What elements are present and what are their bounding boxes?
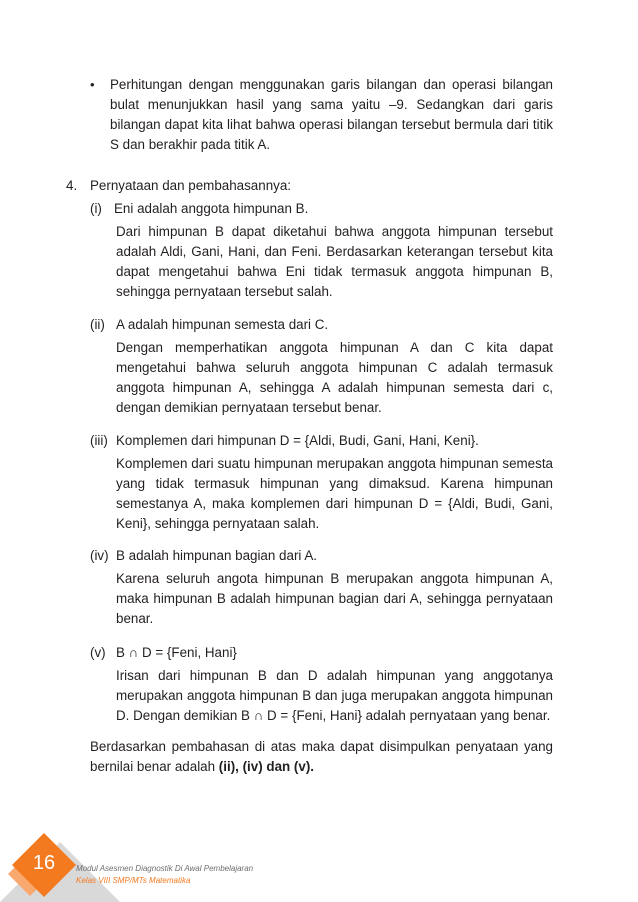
footer-book-subtitle: Kelas VIII SMP/MTs Matematika	[76, 876, 191, 885]
subitem-label: (ii)	[90, 317, 105, 332]
item-4-title: Pernyataan dan pembahasannya:	[90, 178, 292, 193]
subitem-label: (iii)	[90, 433, 108, 448]
footer-book-title: Modul Asesmen Diagnostik Di Awal Pembelajaran	[76, 864, 254, 873]
subitem-statement: B ∩ D = {Feni, Hani}	[116, 645, 237, 660]
conclusion-text: Berdasarkan pembahasan di atas maka dapat disimpulkan penyataan yang bernilai benar adalah	[90, 739, 553, 774]
subitem-explanation: Karena seluruh angota himpunan B merupakan anggota himpunan A, maka himpunan B adalah himpunan bagian dari A, sehingga pernyataan benar.	[116, 571, 553, 626]
subitem-statement: Komplemen dari himpunan D = {Aldi, Budi, Gani, Hani, Keni}.	[116, 433, 479, 448]
subitem-explanation: Komplemen dari suatu himpunan merupakan anggota himpunan semesta yang tidak termasuk himpunan yang dimaksud. Karena himpunan semestanya A, maka komplemen dari himpunan D = {Aldi, Budi, Gani, Keni}, sehingga pernyataan salah.	[116, 456, 553, 531]
bullet-marker: •	[90, 77, 95, 92]
subitem-statement: A adalah himpunan semesta dari C.	[116, 317, 329, 332]
subitem-statement: Eni adalah anggota himpunan B.	[114, 201, 309, 216]
conclusion	[90, 737, 553, 777]
bullet-paragraph: Perhitungan dengan menggunakan garis bilangan dan operasi bilangan bulat menunjukkan hasil yang sama yaitu –9. Sedangkan dari garis bilangan dapat kita lihat bahwa operasi bilangan tersebut bermula dari titik S dan berakhir pada titik A.	[110, 77, 553, 152]
page-number: 16	[32, 852, 56, 874]
subitem-explanation: Irisan dari himpunan B dan D adalah himpunan yang anggotanya merupakan anggota himpunan B dan juga merupakan anggota himpunan D. Dengan demikian B ∩ D = {Feni, Hani} adalah pernyataan yang benar.	[116, 668, 553, 723]
subitem-explanation: Dengan memperhatikan anggota himpunan A dan C kita dapat mengetahui bahwa seluruh anggota himpunan C adalah termasuk anggota himpunan A, sehingga A adalah himpunan semesta dari c, dengan demikian pernyataan tersebut benar.	[116, 340, 553, 415]
subitem-statement: B adalah himpunan bagian dari A.	[116, 548, 318, 563]
item-4-number: 4.	[66, 178, 78, 193]
subitem-explanation: Dari himpunan B dapat diketahui bahwa anggota himpunan tersebut adalah Aldi, Gani, Hani, dan Feni. Berdasarkan keterangan tersebut kita dapat mengetahui bahwa Eni tidak termasuk anggota himpunan B, sehingga pernyataan tersebut salah.	[116, 224, 553, 299]
conclusion-answer: (ii), (iv) dan (v).	[218, 759, 315, 774]
subitem-label: (iv)	[90, 548, 109, 563]
subitem-label: (v)	[90, 645, 106, 660]
subitem-label: (i)	[90, 201, 102, 216]
